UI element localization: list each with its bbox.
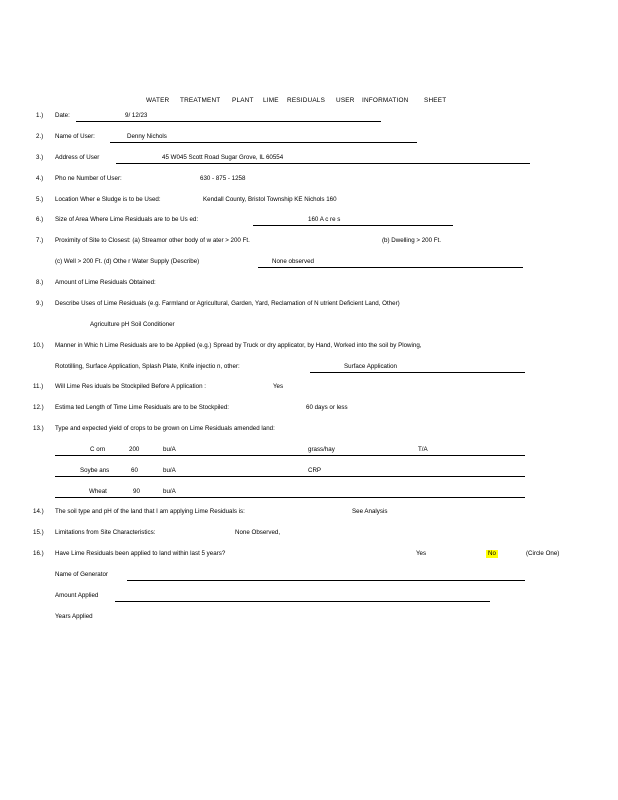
manner-label: Manner in Whic h Lime Residuals are to be Applied (e.g.) Spread by Truck or dry applicator, by Hand, Worked into the soil by Plowing, (55, 342, 422, 349)
row-number: 13.) (33, 425, 44, 432)
crop-unit: bu/A (163, 467, 176, 474)
manner-value[interactable]: Surface Application (344, 363, 397, 370)
phone-label: Pho ne Number of User: (55, 175, 122, 182)
title-word: PLANT (232, 97, 254, 104)
row-number: 10.) (33, 342, 44, 349)
row-number: 2.) (36, 133, 44, 140)
title-word: WATER (146, 97, 170, 104)
crop-name[interactable]: Wheat (89, 488, 107, 495)
row-number: 4.) (36, 175, 44, 182)
row-number: 5.) (36, 196, 44, 203)
crop-yield[interactable]: 90 (133, 488, 140, 495)
stockpile-length-value[interactable]: 60 days or less (306, 404, 348, 411)
no-option-selected[interactable]: No (488, 550, 496, 557)
date-label: Date: (55, 112, 70, 119)
date-underline (76, 121, 381, 122)
crops-label: Type and expected yield of crops to be grown on Lime Residuals amended land: (55, 425, 275, 432)
soil-type-value[interactable]: See Analysis (352, 508, 388, 515)
soil-type-label: The soil type and pH of the land that I am applying Lime Residuals is: (55, 508, 245, 515)
stockpiled-value[interactable]: Yes (273, 383, 284, 390)
amount-applied-label: Amount Applied (55, 592, 99, 599)
title-word: SHEET (424, 97, 447, 104)
crop-extra[interactable]: CRP (308, 467, 322, 474)
applied-before-label: Have Lime Residuals been applied to land within last 5 years? (55, 550, 226, 557)
row-number: 9.) (36, 300, 44, 307)
yes-option[interactable]: Yes (416, 550, 427, 557)
years-applied-label: Years Applied (55, 613, 93, 620)
generator-underline[interactable] (127, 580, 525, 581)
area-size-label: Size of Area Where Lime Residuals are to be Us ed: (55, 216, 199, 223)
crop-underline (55, 476, 525, 477)
dwelling-label: (b) Dwelling > 200 Ft. (382, 237, 441, 244)
user-name-underline (110, 142, 417, 143)
title-word: LIME (263, 97, 279, 104)
water-supply-value[interactable]: None observed (272, 258, 314, 265)
location-label: Location Wher e Sludge is to be Used: (55, 196, 161, 203)
crop-extra[interactable]: grass/hay (308, 446, 335, 453)
title-word: TREATMENT (180, 97, 221, 104)
manner-label-continued: Rototilling, Surface Application, Splash Plate, Knife injectio n, other: (55, 363, 240, 370)
well-water-label: (c) Well > 200 Ft. (d) Othe r Water Supply (Describe) (55, 258, 200, 265)
title-word: RESIDUALS (287, 97, 326, 104)
crop-yield[interactable]: 200 (129, 446, 140, 453)
address-underline (116, 163, 530, 164)
crop-unit: bu/A (163, 446, 176, 453)
user-name-label: Name of User: (55, 133, 95, 140)
amount-applied-underline[interactable] (115, 601, 490, 602)
row-number: 12.) (33, 404, 44, 411)
proximity-label: Proximity of Site to Closest: (a) Streamor other body of w ater > 200 Ft. (55, 237, 250, 244)
manner-underline (310, 372, 525, 373)
limitations-value[interactable]: None Observed, (235, 529, 281, 536)
title-word: USER (336, 97, 355, 104)
title-word: INFORMATION (362, 97, 409, 104)
uses-label: Describe Uses of Lime Residuals (e.g. Farmland or Agricultural, Garden, Yard, Reclamation of N utrient Deficient Land, Other) (55, 300, 400, 307)
amount-obtained-label: Amount of Lime Residuals Obtained: (55, 279, 156, 286)
row-number: 6.) (36, 216, 44, 223)
circle-one-note: (Circle One) (526, 550, 560, 557)
crop-unit: bu/A (163, 488, 176, 495)
row-number: 3.) (36, 154, 44, 161)
row-number: 1.) (36, 112, 44, 119)
phone-value[interactable]: 630 - 875 - 1258 (200, 175, 246, 182)
area-size-value[interactable]: 160 A c re s (308, 216, 341, 223)
location-value[interactable]: Kendall County, Bristol Township KE Nichols 160 (203, 196, 337, 203)
address-label: Address of User (55, 154, 100, 161)
uses-value[interactable]: Agriculture pH Soil Conditioner (90, 321, 175, 328)
row-number: 14.) (33, 508, 44, 515)
crop-underline (55, 497, 525, 498)
address-value[interactable]: 45 W045 Scott Road Sugar Grove, IL 60554 (162, 154, 284, 161)
stockpiled-label: Will Lime Res iduals be Stockpiled Before A pplication : (55, 383, 206, 390)
crop-yield[interactable]: 60 (131, 467, 138, 474)
crop-underline (55, 455, 525, 456)
stockpile-length-label: Estima ted Length of Time Lime Residuals are to be Stockpiled: (55, 404, 230, 411)
crop-extra-unit: T/A (418, 446, 428, 453)
row-number: 7.) (36, 237, 44, 244)
row-number: 16.) (33, 550, 44, 557)
water-supply-underline (258, 267, 523, 268)
row-number: 8.) (36, 279, 44, 286)
date-value[interactable]: 9/ 12/23 (125, 112, 148, 119)
row-number: 15.) (33, 529, 44, 536)
crop-name[interactable]: C orn (90, 446, 106, 453)
area-size-underline (253, 225, 453, 226)
generator-label: Name of Generator (55, 571, 108, 578)
user-name-value[interactable]: Denny Nichols (127, 133, 167, 140)
row-number: 11.) (33, 383, 44, 390)
crop-name[interactable]: Soybe ans (80, 467, 110, 474)
limitations-label: Limitations from Site Characteristics: (55, 529, 156, 536)
